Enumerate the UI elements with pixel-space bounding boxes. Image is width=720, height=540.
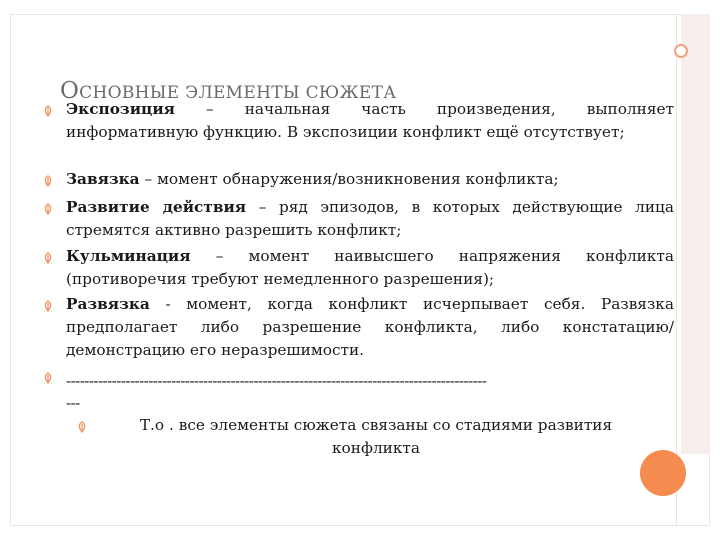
separator-dashes: -------------------------------------------------------------------------------------------- bbox=[66, 372, 487, 390]
term: Развитие действия bbox=[66, 198, 247, 216]
frame-divider bbox=[676, 14, 677, 526]
term: Завязка bbox=[66, 170, 140, 188]
term: Кульминация bbox=[66, 247, 191, 265]
leaf-bullet-icon bbox=[42, 372, 54, 384]
decorative-ring-icon bbox=[674, 44, 688, 58]
definition: - момент, когда конфликт исчерпывает себя. Развязка предполагает либо разрешение конфликта, либо констатацию/демонстрацию его неразрешимости. bbox=[66, 295, 674, 359]
term: Экспозиция bbox=[66, 100, 175, 118]
definition: – момент обнаружения/возникновения конфликта; bbox=[139, 170, 559, 188]
list-item-rising-action bbox=[66, 196, 674, 242]
list-item-exposition bbox=[66, 98, 674, 144]
leaf-bullet-icon bbox=[42, 252, 54, 264]
title-rest: СНОВНЫЕ ЭЛЕМЕНТЫ СЮЖЕТА bbox=[79, 83, 397, 103]
definition: – ряд эпизодов, в которых действующие лица стремятся активно разрешить конфликт; bbox=[66, 198, 674, 239]
term: Развязка bbox=[66, 295, 150, 313]
definition: – момент наивысшего напряжения конфликта (противоречия требуют немедленного разрешения); bbox=[66, 247, 674, 288]
leaf-bullet-icon bbox=[42, 175, 54, 187]
leaf-bullet-icon bbox=[76, 421, 88, 433]
separator-dashes-tail: --- bbox=[66, 394, 80, 412]
list-item-climax bbox=[66, 245, 674, 291]
list-item-setup bbox=[66, 168, 674, 191]
accent-bar bbox=[681, 14, 710, 454]
leaf-bullet-icon bbox=[42, 105, 54, 117]
leaf-bullet-icon bbox=[42, 300, 54, 312]
conclusion-text: Т.о . все элементы сюжета связаны со стадиями развития конфликта bbox=[139, 416, 613, 457]
leaf-bullet-icon bbox=[42, 203, 54, 215]
definition: – начальная часть произведения, выполняет информативную функцию. В экспозиции конфликт ещё отсутствует; bbox=[66, 100, 674, 141]
title-initial: О bbox=[60, 78, 80, 104]
list-item-resolution bbox=[66, 293, 674, 362]
